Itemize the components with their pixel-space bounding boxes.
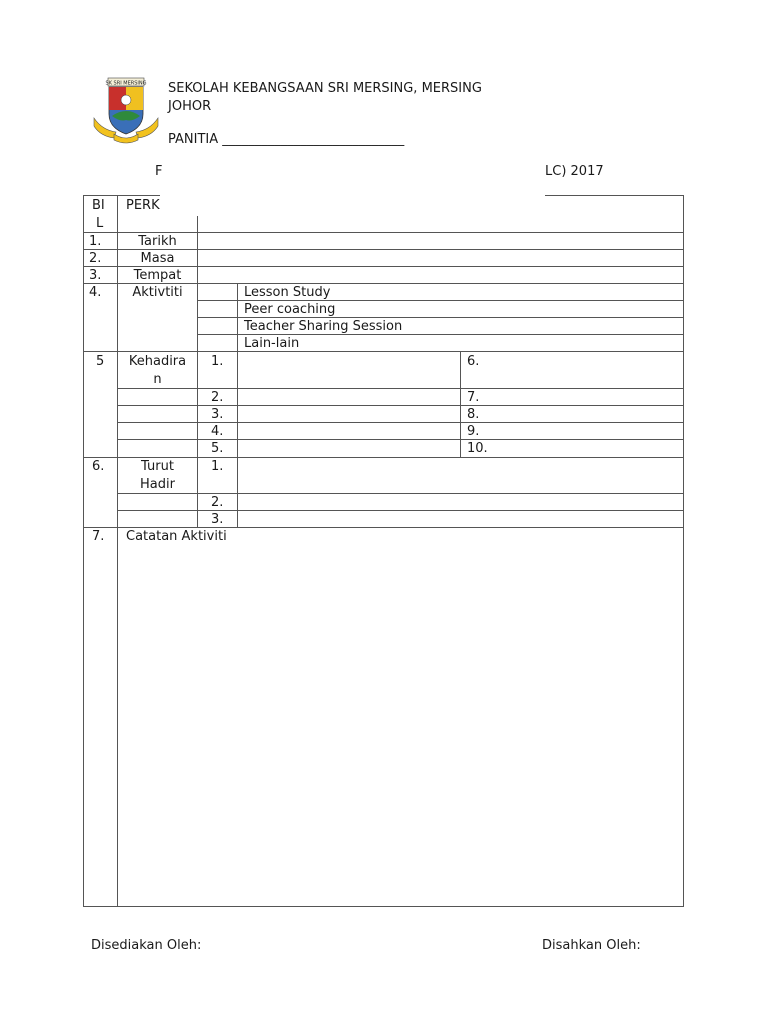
attendance-num: 7. — [467, 390, 480, 405]
bil-header-cont: L — [96, 216, 104, 231]
row-label-hadir: Hadir — [140, 477, 175, 492]
guest-num: 1. — [211, 459, 224, 474]
row-label-kehadiran-cont: n — [153, 372, 162, 387]
guest-num: 3. — [211, 512, 224, 527]
attendance-num: 3. — [211, 407, 224, 422]
row-no: 1. — [89, 234, 102, 249]
school-name-line1: SEKOLAH KEBANGSAAN SRI MERSING, MERSING — [168, 81, 482, 96]
row-no: 5 — [96, 354, 105, 369]
panitia-field: PANITIA ____________________________ — [168, 132, 405, 147]
attendance-num: 4. — [211, 424, 224, 439]
row-label-masa: Masa — [140, 251, 175, 266]
activity-option-lain-lain: Lain-lain — [244, 336, 300, 351]
row-label-tarikh: Tarikh — [138, 234, 177, 249]
row-no: 2. — [89, 251, 102, 266]
attendance-num: 10. — [467, 441, 488, 456]
attendance-num: 1. — [211, 354, 224, 369]
school-name-line2: JOHOR — [168, 99, 212, 114]
attendance-num: 5. — [211, 441, 224, 456]
activity-option-teacher-sharing: Teacher Sharing Session — [244, 319, 403, 334]
row-no: 4. — [89, 285, 102, 300]
prepared-by-label: Disediakan Oleh: — [91, 938, 202, 953]
title-fragment-right: LC) 2017 — [545, 164, 604, 179]
row-no: 7. — [92, 529, 105, 544]
row-label-turut: Turut — [141, 459, 174, 474]
attendance-num: 2. — [211, 390, 224, 405]
logo-banner-text: SK SRI MERSING — [105, 80, 147, 87]
perkara-header: PERK — [126, 198, 160, 213]
row-label-kehadiran: Kehadira — [128, 354, 187, 369]
title-fragment-left: F — [155, 164, 163, 179]
guest-num: 2. — [211, 495, 224, 510]
row-no: 3. — [89, 268, 102, 283]
school-crest-logo — [92, 76, 160, 148]
bil-header: BI — [92, 198, 105, 213]
attendance-num: 8. — [467, 407, 480, 422]
attendance-num: 6. — [467, 354, 480, 369]
verified-by-label: Disahkan Oleh: — [542, 938, 641, 953]
attendance-num: 9. — [467, 424, 480, 439]
row-label-tempat: Tempat — [133, 268, 182, 283]
row-label-aktiviti: Aktivtiti — [132, 285, 183, 300]
row-label-catatan: Catatan Aktiviti — [126, 529, 227, 544]
activity-option-peer-coaching: Peer coaching — [244, 302, 336, 317]
row-no: 6. — [92, 459, 105, 474]
activity-option-lesson-study: Lesson Study — [244, 285, 331, 300]
